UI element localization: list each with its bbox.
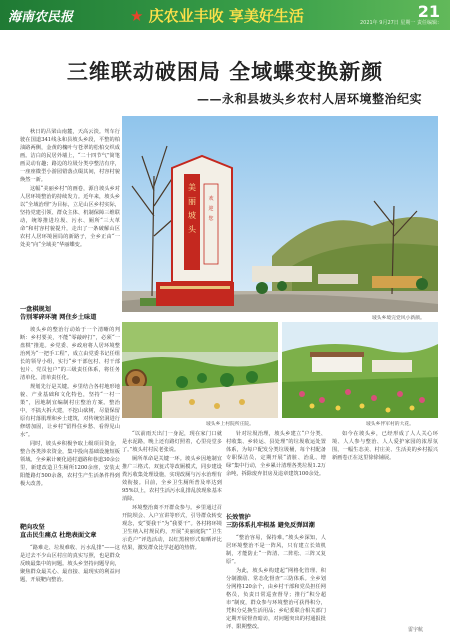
courtyard-scene-image: [122, 322, 278, 418]
svg-text:坡: 坡: [188, 211, 196, 220]
section1-paragraph: 坡头乡的整治行动始于一个清晰的判断：乡村要美，不能“零敲碎打”，必须“一盘棋”推进。乡党委、乡政府将人居环境整治列为“一把手工程”，成立由党委书记任组长的领导小组，实行“乡干部包村、村干部包片、党员包户”的三级责任体系，将任务清单化、清单责任化。: [20, 327, 120, 381]
slogan-part2: 享美好生活: [228, 7, 304, 25]
date-line: 2021年 9月27日 星期一 责任编辑：: [359, 20, 442, 26]
section3-paragraph: 环境整治离不开群众参与。乡里通过召开院坝会、入户宣讲等形式，引导群众转变观念，变“要我干”为“我要干”。各村将环境卫生纳入村规民约，开展“美丽庭院”“卫生示范户”评选活动，以红黑榜形式晾晒评比结果，激发群众比学赶超的热情。: [122, 505, 222, 551]
section3-paragraph: “以前雨天出门一身泥，现在家门口就是水泥路，晚上还有路灯照着，心里亮堂多了。”坡头村村民老张说。: [122, 431, 222, 453]
flower-scene-image: [282, 322, 438, 418]
intro-paragraph: 秋日的吕梁山南麓，天高云淡。驾车行驶在国道341线永和县坡头乡段，平整的柏油路两侧，金黄的槐叶与苍翠的松柏交织成画。洁白的民居外墙上，“二十四节气”简笔画灵动有趣；路边的垃圾分类亭整洁有序，一座座微型小游园错落点缀其间，村容村貌焕然一新。: [20, 129, 120, 183]
section1-heading: [20, 306, 120, 322]
article-subheadline: ——永和县坡头乡农村人居环境整治纪实: [196, 92, 422, 106]
svg-text:欢: 欢: [208, 196, 214, 202]
section2-paragraph: 针对垃圾治理，坡头乡建立“户分类、村收集、乡转运、县处理”的垃圾收运处置体系，为每户配发分类垃圾桶，每个村配备专职保洁员，定期开展“清脏、治乱、增绿”集中行动，全乡累计清理各类垃圾1.2万余吨，拆除废弃旧房及违章建筑100余处。: [226, 431, 326, 477]
svg-text:美: 美: [188, 183, 196, 192]
courtyard-photo: [122, 322, 278, 418]
section1-paragraph: 同时，坡头乡积极争取上级项目资金，整合各类涉农资金，集中投向基础设施短板领域。全乡累计硬化通村道路和巷道30余公里，新建改造卫生厕所1200余座，安装太阳能路灯500余盏，农村生产生活条件得到极大改善。: [20, 441, 120, 487]
section1-title: 一盘棋规划: [20, 306, 51, 313]
section4-paragraph: 为此，坡头乡构建起“网格化管理、积分制激励、常态化督查”三防体系。全乡划分网格120余个，由乡村干部和党员担任网格员，负责日常巡查督导；推行“积分超市”制度，群众参与环境整治可获得积分，凭积分兑换生活用品；乡纪委联合相关部门定期开展督查暗访，对问题突出的村通报批评、限期整改。: [226, 568, 326, 630]
svg-text:丽: 丽: [188, 197, 196, 206]
section2-paragraph: “路难走、垃圾难收、污水乱排”——这是过去不少山区村庄的真实写照，也是群众反映最集中的问题。坡头乡坚持问题导向，聚焦群众最关心、最直接、最现实的利益问题，开展靶向整治。: [20, 545, 120, 583]
section1-subtitle: 告别零碎环境 网住乡土味道: [20, 314, 97, 321]
section2-continued-text: [226, 430, 326, 510]
star-icon: ★: [130, 7, 149, 25]
section4-text-b: [332, 430, 438, 626]
section2-text: [20, 544, 120, 634]
section4-paragraph: 如今在坡头乡，已经形成了人人关心环境、人人参与整治、人人爱护家园的浓厚氛围，一幅生态美、村庄美、生活美的乡村振兴新画卷正在这里徐徐铺展。: [332, 431, 438, 461]
photo2-caption: 坡头乡上村院所庄院。: [206, 422, 254, 427]
section2-heading: [20, 524, 120, 540]
section3-paragraph: 厕所革命是关键一环。坡头乡因地制宜推广三格式、双瓮式等改厕模式，同步建设粪污收集处理设施，实现改厕与污水治理有效衔接。目前，全乡卫生厕所普及率达到95%以上，农村生活污水乱排乱放现象基本消除。: [122, 456, 222, 502]
harvest-slogan: [130, 5, 304, 26]
section4-text-a: [226, 534, 326, 636]
section1-text: [20, 326, 120, 514]
masthead-bar: [0, 0, 450, 30]
intro-paragraph: 这幅“美丽乡村”的画卷，源自坡头乡对人居环境整治的持续发力。近年来，坡头乡以“全域治理”为目标，立足山区乡村实际，坚持党建引领、群众主体、机制保障三维联动，统筹推进垃圾、污水、厕所“三大革命”和村容村貌提升，走出了一条破解山区农村人居环境困局的新路子，全乡正由“一处美”向“全域美”华丽蝶变。: [20, 186, 120, 248]
intro-text: [20, 128, 120, 298]
article-headline: 三维联动破困局 全域蝶变换新颜: [66, 60, 384, 84]
section3-text: [122, 430, 222, 636]
village-scene-image: [122, 116, 438, 312]
flower-photo: [282, 322, 438, 418]
village-photo: [122, 116, 438, 312]
section1-paragraph: 规划先行是关键。乡里结合各村地形地貌、产业基础和文化特色，坚持“一村一策”，因地制宜编制村庄整治方案。整治中，不搞大拆大建，不挖山砍树，尽量保留原有村落肌理和乡土建筑，对传统窑洞进行修缮加固，让乡村“留得住乡愁、看得见山水”。: [20, 384, 120, 438]
section2-subtitle: 直击民生痛点 杜绝表面文章: [20, 532, 97, 539]
photo3-caption: 坡头乡伴军村的大花。: [366, 422, 414, 427]
section4-subtitle: 三防体系扎牢根基 避免反弹回潮: [226, 522, 315, 529]
section2-title: 靶向攻坚: [20, 524, 45, 531]
svg-text:迎: 迎: [208, 206, 214, 212]
section4-paragraph: “整治容易，保持难。”坡头乡深知，人居环境整治不是一阵风，只有建立长效机制，才能防止“一阵清、二阵松、三阵又复原”。: [226, 535, 326, 565]
section4-title: 长效管护: [226, 514, 251, 521]
slogan-part1: 庆农业丰收: [148, 7, 224, 25]
newspaper-name: 海南农民报: [8, 10, 74, 25]
section4-heading: [226, 514, 326, 530]
svg-text:头: 头: [188, 225, 196, 234]
page-number: 21: [417, 2, 440, 21]
photo1-caption: 坡头乡境完党风小新颜。: [372, 316, 425, 321]
author-byline: 雷宇航: [408, 627, 424, 633]
svg-text:您: 您: [208, 216, 214, 222]
